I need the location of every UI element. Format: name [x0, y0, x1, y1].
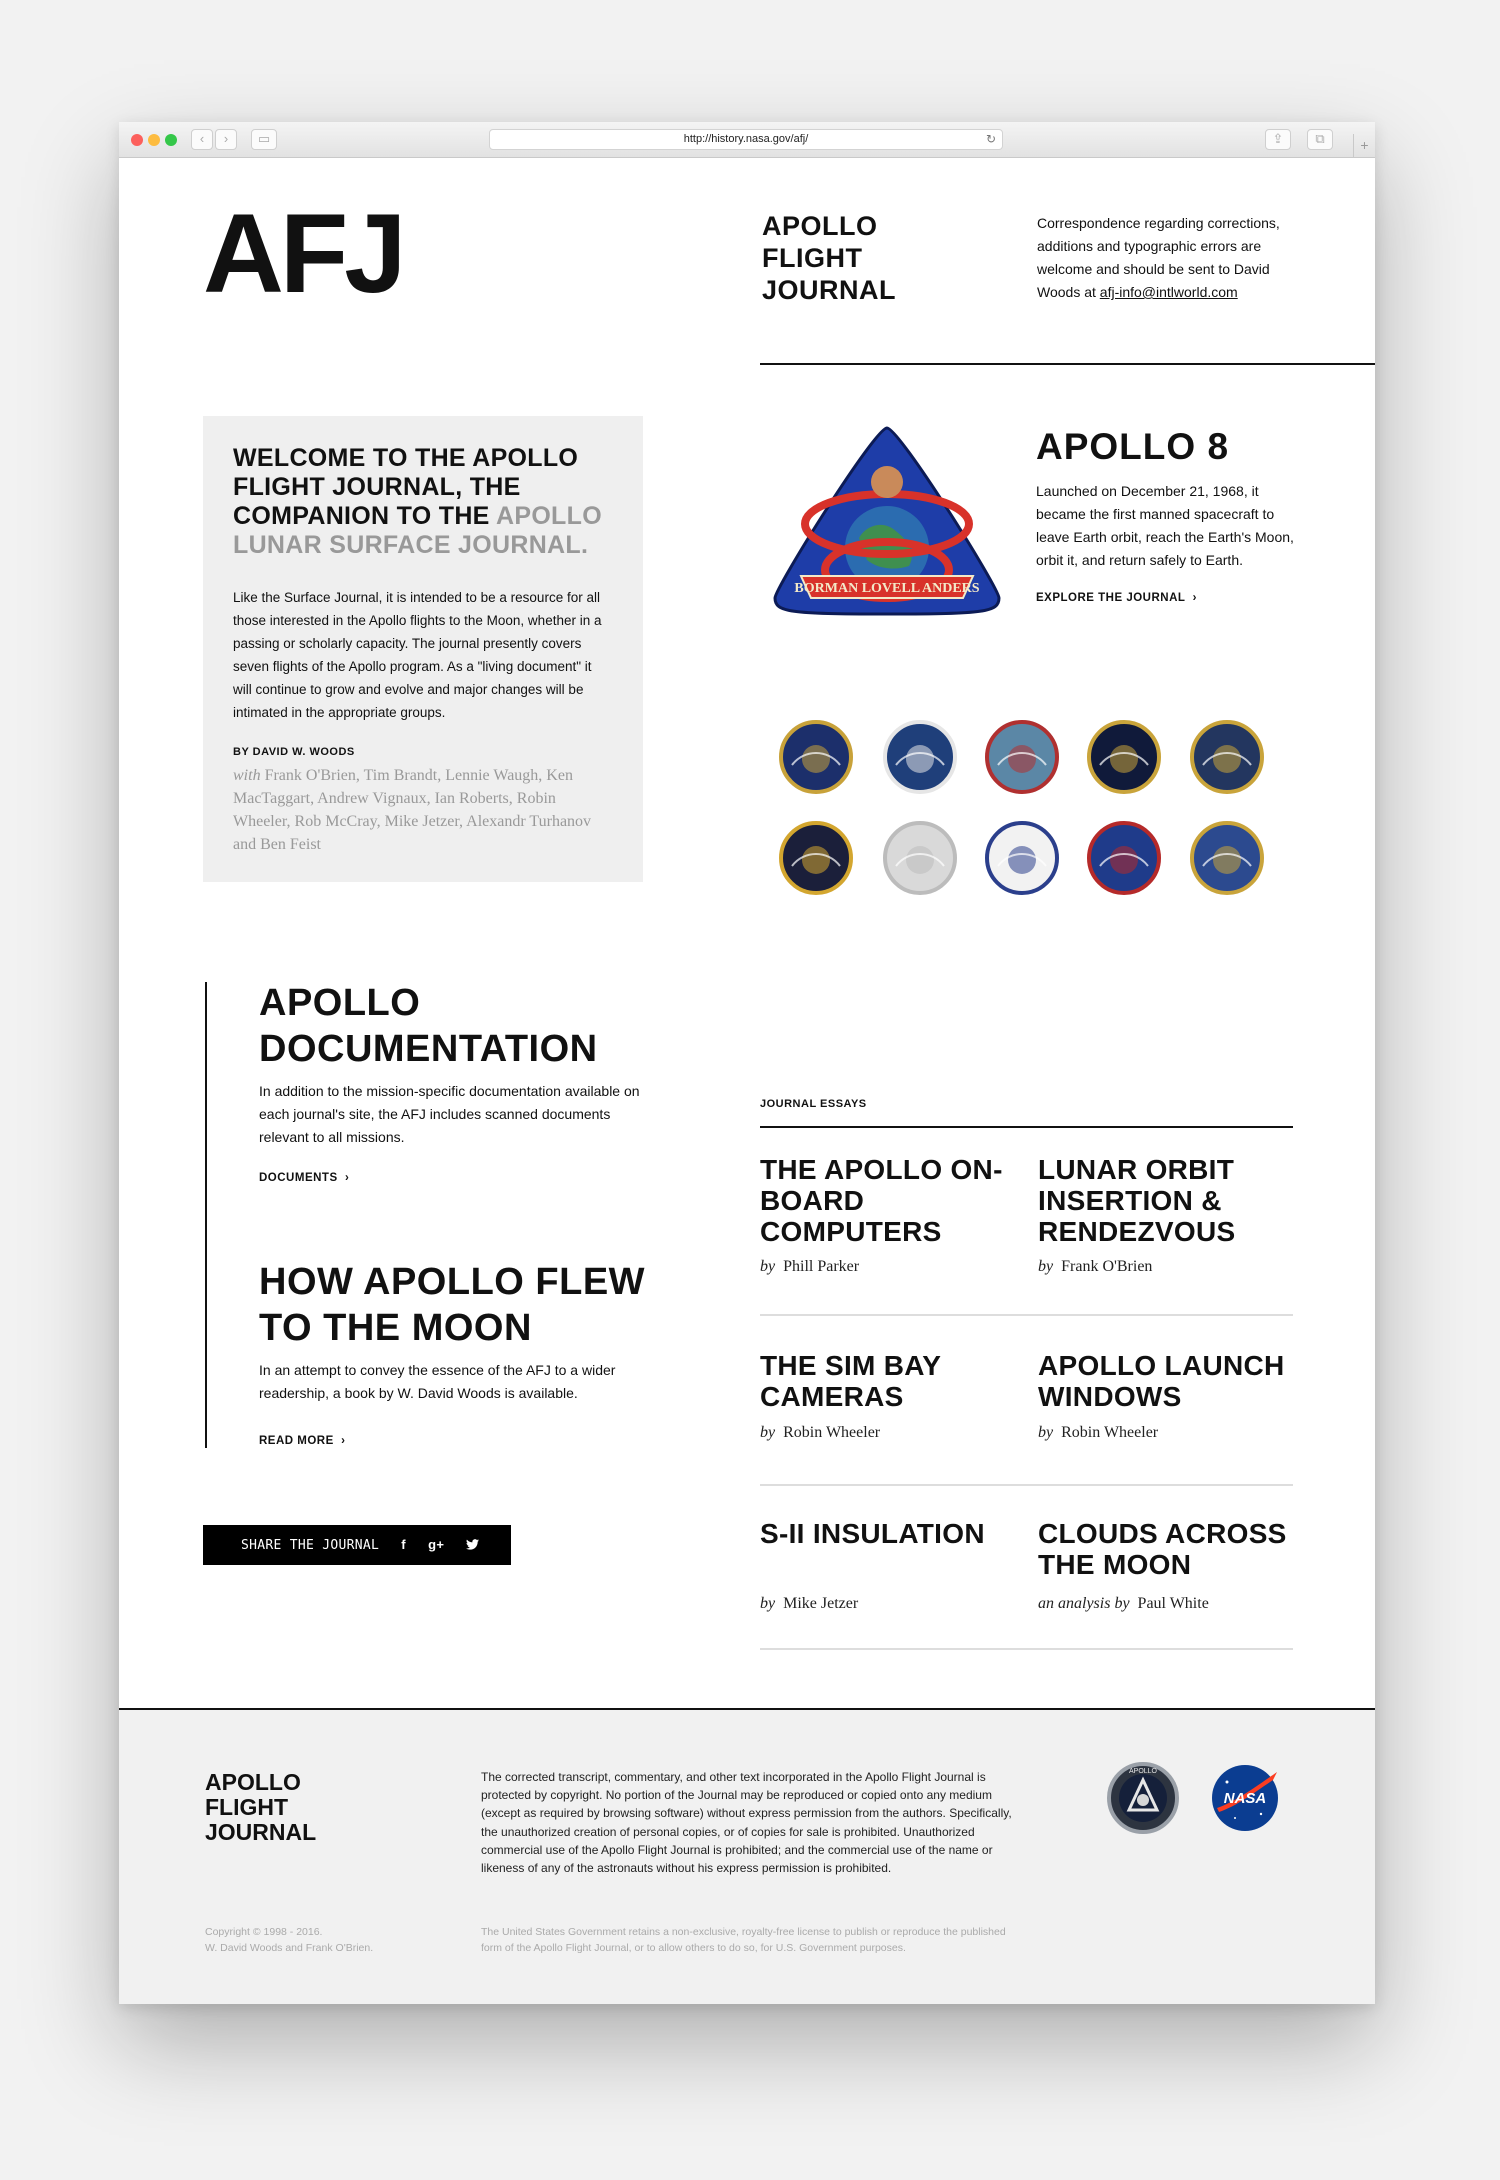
apollo-14-patch-icon[interactable] [882, 820, 958, 896]
apollo-11-patch-icon[interactable] [1086, 719, 1162, 795]
sidebar-toggle-icon[interactable]: ▭ [251, 129, 277, 150]
apollo-10-patch-icon[interactable] [984, 719, 1060, 795]
book-text: In an attempt to convey the essence of the AFJ to a wider readership, a book by W. David Woods is available. [259, 1362, 616, 1401]
welcome-panel [203, 416, 643, 882]
site-logo[interactable]: AFJ [203, 191, 403, 316]
byline: BY DAVID W. WOODS [233, 746, 355, 758]
essay-title[interactable]: CLOUDS ACROSS THE MOON [1038, 1518, 1287, 1580]
government-license: The United States Government retains a non-exclusive, royalty-free license to publish or reproduce the published form of the Apollo Flight Journal, or to allow others to do so, for U.S. Government purposes. [481, 1926, 1006, 1954]
essay-author: by Robin Wheeler [1038, 1424, 1159, 1441]
lunar-surface-journal-link[interactable]: APOLLO LUNAR SURFACE JOURNAL. [233, 502, 602, 559]
contributors: with Frank O'Brien, Tim Brandt, Lennie Waugh, Ken MacTaggart, Andrew Vignaux, Ian Roberts, Robin Wheeler, Rob McCray, Mike Jetzer, Alexandr Turhanov and Ben Feist [233, 767, 592, 853]
section-accent-bar [205, 982, 207, 1448]
url-text: http://history.nasa.gov/afj/ [683, 133, 809, 145]
apollo-12-patch-icon[interactable] [1189, 719, 1265, 795]
essay-title[interactable]: THE APOLLO ON-BOARD COMPUTERS [760, 1154, 1003, 1247]
documentation-title: APOLLO DOCUMENTATION [259, 982, 598, 1070]
corrections-note: Correspondence regarding corrections, additions and typographic errors are welcome and should be sent to David Woods at afj-info@intlworld.com [1037, 215, 1280, 300]
copyright-line: Copyright © 1998 - 2016. W. David Woods and Frank O'Brien. [205, 1926, 374, 1954]
address-bar[interactable] [489, 129, 1003, 150]
book-title: HOW APOLLO FLEW TO THE MOON [259, 1261, 646, 1349]
essay-author: by Frank O'Brien [1038, 1258, 1153, 1275]
essay-divider [760, 1648, 1293, 1650]
essay-title[interactable]: S-II INSULATION [760, 1518, 985, 1549]
essay-title[interactable]: LUNAR ORBIT INSERTION & RENDEZVOUS [1038, 1154, 1236, 1247]
facebook-icon[interactable]: f [401, 1537, 406, 1552]
essay-divider [760, 1314, 1293, 1316]
explore-journal-link[interactable]: EXPLORE THE JOURNAL › [1036, 592, 1197, 604]
essays-divider [760, 1126, 1293, 1128]
chevron-right-icon: › [1188, 592, 1197, 604]
share-page-icon[interactable]: ⇪ [1265, 129, 1291, 150]
forward-arrow-icon[interactable]: › [215, 129, 237, 150]
apollo-13-patch-icon[interactable] [778, 820, 854, 896]
apollo-7-patch-icon[interactable] [778, 719, 854, 795]
apollo-seal-icon [1107, 1762, 1179, 1834]
close-window-button[interactable] [131, 134, 143, 146]
welcome-heading: WELCOME TO THE APOLLO FLIGHT JOURNAL, THE COMPANION TO THE APOLLO LUNAR SURFACE JOURNAL. [233, 444, 602, 559]
welcome-body: Like the Surface Journal, it is intended to be a resource for all those interested in the Apollo flights to the Moon, whether in a passing or scholarly capacity. The journal presently covers seven flights of the Apollo program. As a "living document" it will continue to grow and evolve and major changes will be intimated in the appropriate groups. [233, 590, 602, 720]
footer-title: APOLLO FLIGHT JOURNAL [205, 1769, 317, 1845]
essay-author: by Phill Parker [760, 1258, 860, 1275]
browser-window [119, 122, 1375, 2004]
copyright-notice: The corrected transcript, commentary, and other text incorporated in the Apollo Flight Journal is protected by copyright. No portion of the Journal may be reproduced or copied onto any medium (except as required by browsing software) without express permission from the authors. Specifically, the unauthorized creation of personal copies, or of copies for sale is prohibited. Unauthorized commercial use of the Apollo Flight Journal is prohibited; and the commercial use of the name or likeness of any of the astronauts without his express permission is prohibited. [481, 1770, 1012, 1876]
nasa-logo-icon [1209, 1762, 1281, 1834]
essay-title[interactable]: APOLLO LAUNCH WINDOWS [1038, 1350, 1285, 1412]
browser-toolbar [119, 122, 1375, 158]
chevron-right-icon: › [337, 1172, 350, 1184]
apollo-15-patch-icon[interactable] [984, 820, 1060, 896]
google-plus-icon[interactable]: g+ [428, 1537, 445, 1552]
svg-text:BORMAN LOVELL ANDERS: BORMAN LOVELL ANDERS [794, 581, 980, 596]
read-more-link[interactable]: READ MORE › [259, 1435, 346, 1447]
essay-divider [760, 1484, 1293, 1486]
site-title: APOLLO FLIGHT JOURNAL [762, 211, 897, 305]
apollo-17-patch-icon[interactable] [1189, 820, 1265, 896]
featured-mission-description: Launched on December 21, 1968, it became the first manned spacecraft to leave Earth orbit, reach the Earth's Moon, orbit it, and return safely to Earth. [1036, 483, 1294, 568]
new-tab-icon[interactable]: + [1353, 134, 1375, 158]
apollo-9-patch-icon[interactable] [882, 719, 958, 795]
zoom-window-button[interactable] [165, 134, 177, 146]
contact-email-link[interactable]: afj-info@intlworld.com [1099, 284, 1238, 300]
svg-text:NASA: NASA [1223, 1790, 1267, 1807]
essay-title[interactable]: THE SIM BAY CAMERAS [760, 1350, 941, 1412]
documents-link[interactable]: DOCUMENTS › [259, 1172, 350, 1184]
essays-section-label: JOURNAL ESSAYS [760, 1098, 867, 1110]
essay-author: an analysis by Paul White [1038, 1595, 1209, 1612]
apollo-8-patch-icon[interactable] [767, 420, 1007, 620]
featured-mission-title: APOLLO 8 [1036, 426, 1230, 467]
apollo-16-patch-icon[interactable] [1086, 820, 1162, 896]
reload-icon[interactable]: ↻ [985, 132, 996, 146]
essay-author: by Robin Wheeler [760, 1424, 881, 1441]
page-content [119, 158, 1375, 2004]
essay-author: by Mike Jetzer [760, 1595, 859, 1612]
twitter-icon[interactable] [466, 1537, 479, 1552]
back-arrow-icon[interactable]: ‹ [191, 129, 213, 150]
header-divider [760, 363, 1375, 365]
svg-text:APOLLO: APOLLO [1128, 1768, 1158, 1775]
share-bar: SHARE THE JOURNAL f g+ [203, 1525, 511, 1565]
documentation-text: In addition to the mission-specific documentation available on each journal's site, the AFJ includes scanned documents relevant to all missions. [259, 1083, 640, 1145]
minimize-window-button[interactable] [148, 134, 160, 146]
chevron-right-icon: › [333, 1435, 346, 1447]
tabs-overview-icon[interactable]: ⧉ [1307, 129, 1333, 150]
